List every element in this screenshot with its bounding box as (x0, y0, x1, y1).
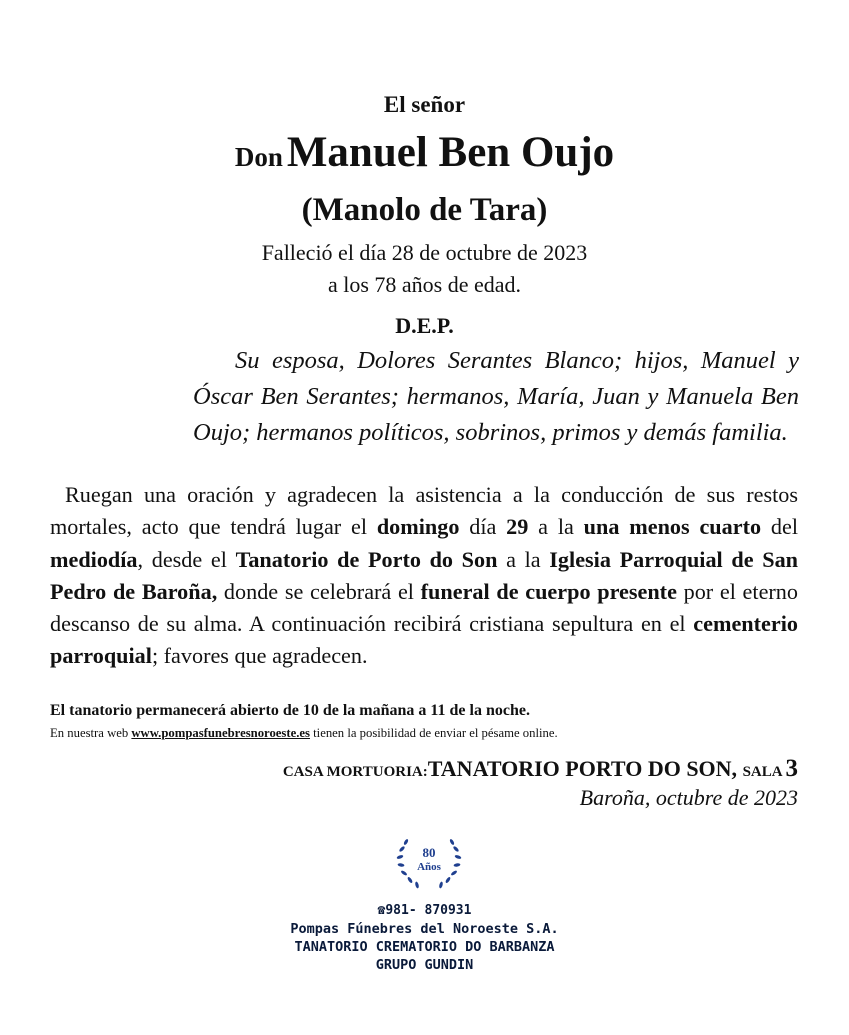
ceremony-paragraph (50, 479, 798, 673)
body-bold-tanatorio: Tanatorio de Porto do Son (235, 546, 498, 572)
body-bold-date: 29 (506, 514, 529, 540)
body-text: , desde el (137, 546, 236, 572)
body-text: ; favores que agradecen. (151, 643, 368, 669)
body-bold-funeral: funeral de cuerpo presente (420, 578, 677, 604)
body-bold-church: Iglesia Parroquial de San Pedro de Baroña, (50, 546, 798, 604)
dep-text: D.E.P. (395, 313, 454, 338)
casa-place: TANATORIO PORTO DO SON, (427, 756, 743, 781)
laurel-wreath-icon (392, 824, 466, 894)
family-paragraph: Su esposa, Dolores Serantes Blanco; hijos, Manuel y Óscar Ben Serantes; hermanos, María, Juan y Manuela Ben Oujo; hermanos políticos, sobrinos, primos y demás familia. (193, 347, 799, 446)
web-note (50, 726, 798, 741)
logo-years-label: Años (417, 861, 441, 873)
web-text-before: En nuestra web (50, 726, 132, 740)
deceased-name-line (0, 128, 849, 177)
logo-years-number: 80 (422, 845, 436, 860)
web-link[interactable]: www.pompasfunebresnoroeste.es (131, 726, 310, 740)
body-text: del (761, 514, 798, 540)
casa-sala: SALA (742, 764, 786, 780)
death-date: Falleció el día 28 de octubre de 2023 (261, 240, 588, 265)
group-name: GRUPO GUNDIN (375, 957, 474, 973)
body-text: día (459, 514, 507, 540)
tanatorio-hours: El tanatorio permanecerá abierto de 10 de la mañana a 11 de la noche. (50, 702, 530, 719)
body-bold-time: una menos cuarto (583, 514, 762, 540)
body-text: por el eterno descanso de su alma. A continuación recibirá cristiana sepultura en el (50, 578, 798, 637)
anniversary-logo (392, 824, 466, 894)
deceased-name: Manuel Ben Oujo (286, 129, 615, 176)
body-bold-day: domingo (376, 514, 460, 540)
crematorio-name: TANATORIO CREMATORIO DO BARBANZA (294, 939, 555, 955)
company-name: Pompas Fúnebres del Noroeste S.A. (290, 921, 559, 937)
body-text: a la (497, 546, 550, 572)
casa-label: CASA MORTUORIA: (282, 764, 428, 780)
place-date: Baroña, octubre de 2023 (579, 785, 798, 810)
casa-mortuoria (200, 755, 798, 783)
phone-icon: ☎ (377, 903, 386, 918)
nickname: (Manolo de Tara) (301, 192, 548, 228)
casa-sala-number: 3 (785, 755, 798, 782)
body-bold-midday: mediodía (50, 546, 138, 572)
phone-line (0, 903, 849, 918)
body-text: donde se celebrará el (217, 578, 421, 604)
web-text-after: tienen la posibilidad de enviar el pésame online. (309, 726, 558, 740)
body-text: Ruegan una oración y agradecen la asistencia a la conducción de sus restos mortales, acto que tendrá lugar el (50, 482, 798, 540)
intro-text: El señor (383, 92, 466, 117)
body-text: a la (528, 514, 584, 540)
age-text: a los 78 años de edad. (327, 272, 522, 297)
body-bold-cemetery: cementerio parroquial (50, 611, 798, 669)
honorific: Don (234, 142, 283, 172)
phone-number[interactable]: 981- 870931 (385, 903, 472, 918)
